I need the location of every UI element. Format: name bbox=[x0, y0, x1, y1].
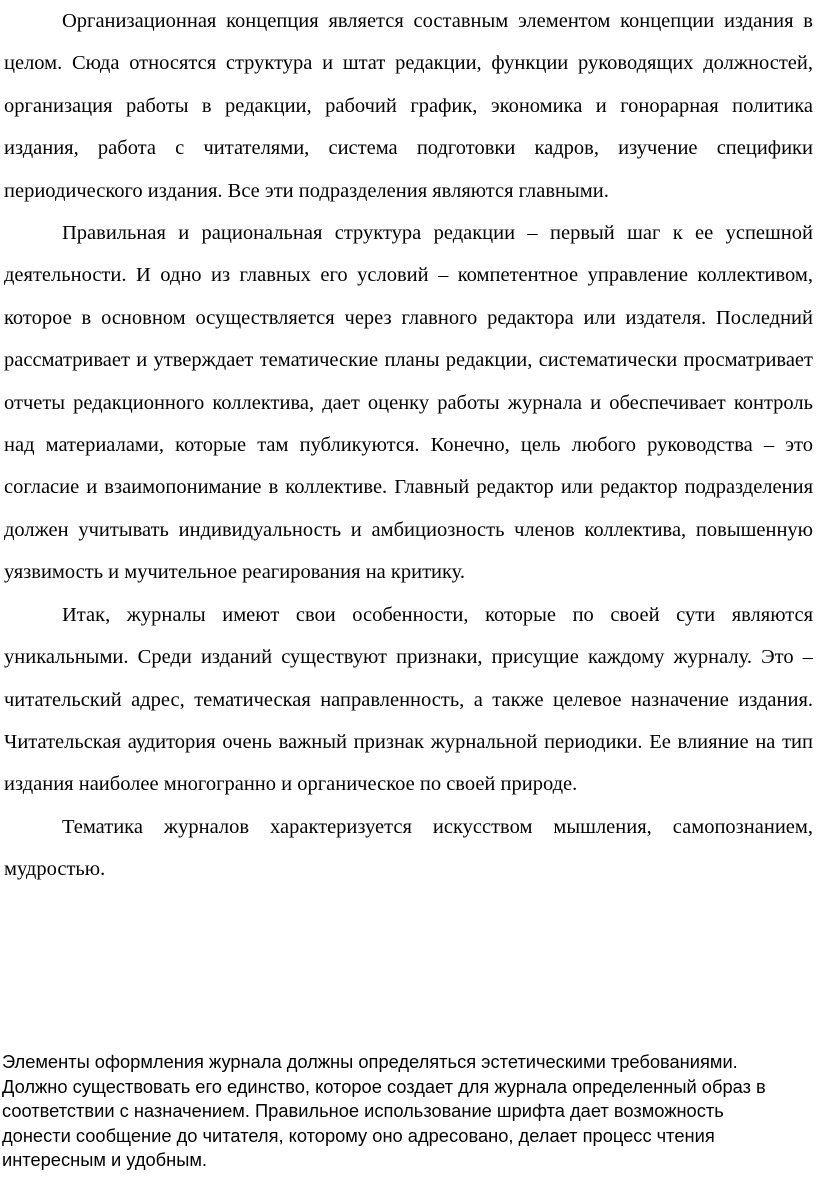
paragraph-journal-features: Итак, журналы имеют свои особенности, которые по своей сути являются уникальными. Среди изданий существуют признаки, присущие каждому журналу. Это – читательский адрес, тематическая направленность, а также целевое назначение издания. Читательская аудитория очень важный признак журнальной периодики. Ее влияние на тип издания наиболее многогранно и органическое по своей природе. bbox=[4, 603, 813, 796]
paragraph-editorial-structure: Правильная и рациональная структура редакции – первый шаг к ее успешной деятельности. И одно из главных его условий – компетентное управление коллективом, которое в основном осуществляется через главного редактора или издателя. Последний рассматривает и утверждает тематические планы редакции, систематически просматривает отчеты редакционного коллектива, дает оценку работы журнала и обеспечивает контроль над материалами, которые там публикуются. Конечно, цель любого руководства – это согласие и взаимопонимание в коллективе. Главный редактор или редактор подразделения должен учитывать индивидуальность и амбициозность членов коллектива, повышенную уязвимость и мучительное реагирования на критику. bbox=[4, 222, 813, 584]
paragraph-design-elements: Элементы оформления журнала должны определяться эстетическими требованиями. Должно существовать его единство, которое создает для журнала определенный образ в соответствии с назначением. Правильное использование шрифта дает возможность донести сообщение до читателя, которому оно адресовано, делает процесс чтения интересным и удобным. bbox=[2, 1051, 766, 1171]
document-closing-block bbox=[2, 1050, 782, 1173]
paragraph-organizational-concept: Организационная концепция является составным элементом концепции издания в целом. Сюда относятся структура и штат редакции, функции руководящих должностей, организация работы в редакции, рабочий график, экономика и гонорарная политика издания, работа с читателями, система подготовки кадров, изучение специфики периодического издания. Все эти подразделения являются главными. bbox=[4, 10, 813, 202]
paragraph-journal-topics: Тематика журналов характеризуется искусством мышления, самопознанием, мудростью. bbox=[4, 815, 813, 881]
document-body bbox=[4, 0, 813, 891]
